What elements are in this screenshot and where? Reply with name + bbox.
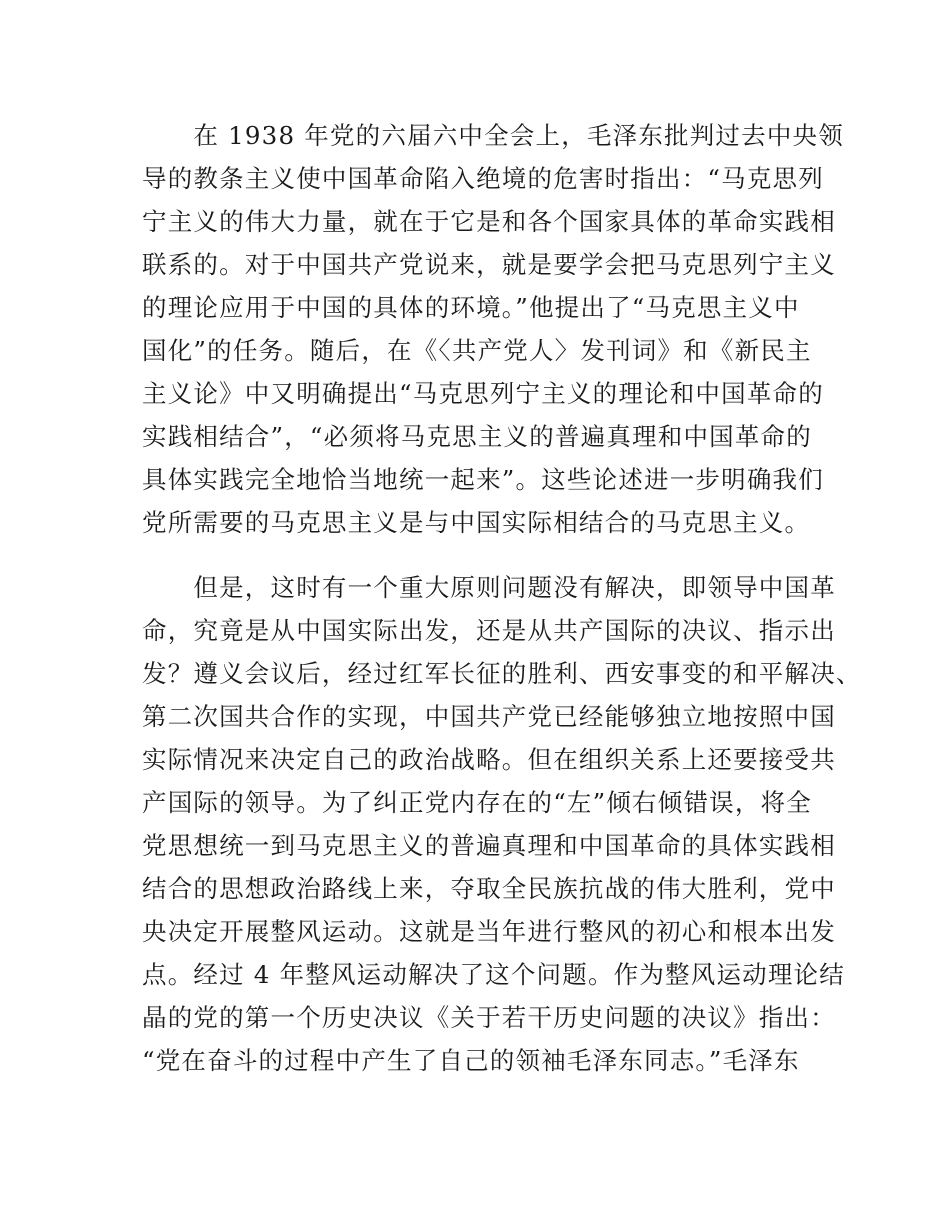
paragraph-spacer [142,544,822,566]
text-line: 具体实践完全地恰当地统一起来”。这些论述进一步明确我们 [142,465,824,494]
document-body [142,114,862,1082]
text-line: “党在奋斗的过程中产生了自己的领袖毛泽东同志。”毛泽东 [142,1046,800,1075]
text-line: 但是，这时有一个重大原则问题没有解决，即领导中国革 [142,573,836,602]
text-line: 结合的思想政治路线上来，夺取全民族抗战的伟大胜利，党中 [142,874,836,903]
text-line: 晶的党的第一个历史决议《关于若干历史问题的决议》指出： [142,1003,836,1032]
text-line: 联系的。对于中国共产党说来，就是要学会把马克思列宁主义 [142,250,836,279]
text-line: 导的教条主义使中国革命陷入绝境的危害时指出：“马克思列 [142,164,824,193]
paragraph-1 [142,114,844,544]
text-line: 宁主义的伟大力量，就在于它是和各个国家具体的革命实践相 [142,207,836,236]
text-line: 国化”的任务。随后，在《〈共产党人〉发刊词》和《新民主 [142,336,812,365]
text-line: 发？遵义会议后，经过红军长征的胜利、西安事变的和平解决、 [142,659,862,688]
paragraph-2 [142,566,862,1082]
text-line: 主义论》中又明确提出“马克思列宁主义的理论和中国革命的 [142,379,824,408]
text-line: 党所需要的马克思主义是与中国实际相结合的马克思主义。 [142,508,811,537]
text-line: 实践相结合”，“必须将马克思主义的普遍真理和中国革命的 [142,422,812,451]
text-line: 产国际的领导。为了纠正党内存在的“左”倾右倾错误，将全 [142,788,812,817]
text-line: 央决定开展整风运动。这就是当年进行整风的初心和根本出发 [142,917,836,946]
text-line: 实际情况来决定自己的政治战略。但在组织关系上还要接受共 [142,745,836,774]
text-line: 党思想统一到马克思主义的普遍真理和中国革命的具体实践相 [142,831,836,860]
text-line: 第二次国共合作的实现，中国共产党已经能够独立地按照中国 [142,702,836,731]
text-line: 点。经过 4 年整风运动解决了这个问题。作为整风运动理论结 [142,960,845,989]
text-line: 命，究竟是从中国实际出发，还是从共产国际的决议、指示出 [142,616,836,645]
text-line: 在 1938 年党的六届六中全会上，毛泽东批判过去中央领 [142,121,844,150]
text-line: 的理论应用于中国的具体的环境。”他提出了“马克思主义中 [142,293,800,322]
